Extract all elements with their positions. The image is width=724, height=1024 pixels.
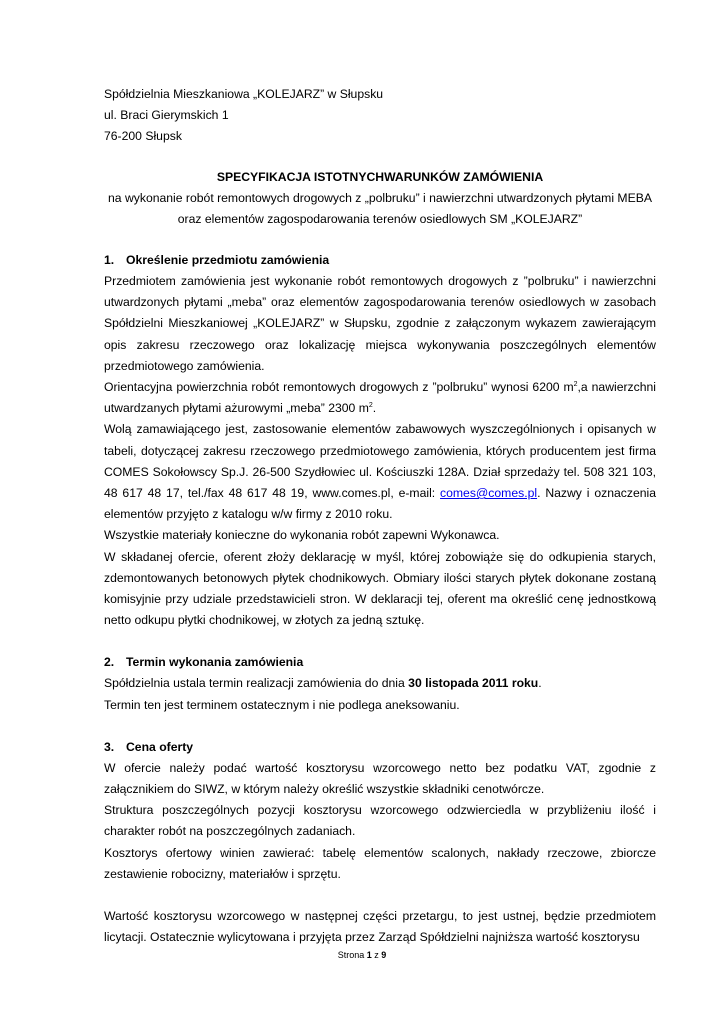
footer-total-pages: 9 [381, 950, 387, 960]
footer-separator: z [374, 950, 379, 960]
address-org: Spółdzielnia Mieszkaniowa „KOLEJARZ” w Słupsku [104, 87, 384, 101]
section-3-paragraph-4: Wartość kosztorysu wzorcowego w następnej części przetargu, to jest ustnej, będzie przedmiotem licytacji. Ostatecznie wylicytowana i przyjęta przez Zarząd Spółdzielni najniższa wartość kosztorysu [104, 909, 656, 945]
document-body [104, 84, 656, 948]
section-1-paragraph-5: W składanej ofercie, oferent złoży deklarację w myśl, której zobowiąże się do odkupienia starych, zdemontowanych betonowych płytek chodnikowych. Obmiary ilości starych płytek dokonane zostaną komisyjnie przy udziale przedstawicieli stron. W deklaracji tej, oferent ma określić cenę jednostkową netto odkupu płytki chodnikowej, w złotych za jedną sztukę. [104, 549, 656, 628]
section-1-paragraph-3: Wolą zamawiającego jest, zastosowanie elementów zabawowych wyszczególnionych i opisanych w tabeli, dotyczącej zakresu rzeczowego przedmiotowego zamówienia, których producentem jest firma COMES Sokołowscy Sp.J. 26-500 Szydłowiec ul. Kościuszki 128A. Dział sprzedaży tel. 508 321 103, 48 617 48 17, tel./fax 48 617 48 19, www.comes.pl, e-mail: comes@comes.pl. Nazwy i oznaczenia elementów przyjęto z katalogu w/w firmy z 2010 roku. [104, 422, 656, 522]
section-1-paragraph-4: Wszystkie materiały konieczne do wykonania robót zapewni Wykonawca. [104, 528, 500, 543]
section-1-number: 1. [104, 253, 115, 267]
section-1-heading [104, 250, 656, 271]
footer-page-number: 1 [366, 950, 372, 960]
title-block [104, 167, 656, 230]
section-3 [104, 737, 656, 949]
section-3-heading [104, 737, 656, 758]
section-2-paragraph-2: Termin ten jest terminem ostatecznym i nie podlega aneksowaniu. [104, 697, 460, 712]
section-3-paragraph-1: W ofercie należy podać wartość kosztorysu wzorcowego netto bez podatku VAT, zgodnie z załącznikiem do SIWZ, w którym należy określić wszystkie składniki cenotwórcze. [104, 760, 656, 797]
section-1-paragraph-1: Przedmiotem zamówienia jest wykonanie robót remontowych drogowych z ”polbruku” i nawierzchni utwardzonych płytami „meba” oraz elementów zagospodarowania terenów osiedlowych w zasobach Spółdzielni Mieszkaniowej „KOLEJARZ” w Słupsku, zgodnie z załączonym wykazem zawierającym opis zakresu rzeczowego oraz lokalizację miejsca wykonywania poszczególnych elementów przedmiotowego zamówienia. [104, 274, 656, 373]
email-link[interactable]: comes@comes.pl [440, 486, 538, 501]
page-footer [0, 950, 724, 960]
footer-prefix: Strona [337, 950, 365, 960]
document-subtitle-line2: oraz elementów zagospodarowania terenów osiedlowych SM „KOLEJARZ” [177, 212, 583, 226]
section-2 [104, 652, 656, 715]
document-title: SPECYFIKACJA ISTOTNYCHWARUNKÓW ZAMÓWIENIA [216, 170, 544, 184]
section-1-title: Określenie przedmiotu zamówienia [126, 253, 330, 267]
section-3-paragraph-2: Struktura poszczególnych pozycji kosztorysu wzorcowego odzwierciedla w przybliżeniu ilość i charakter robót na poszczególnych zadaniach. [104, 803, 656, 839]
section-3-paragraph-3: Kosztorys ofertowy winien zawierać: tabelę elementów scalonych, nakłady rzeczowe, zbiorcze zestawienie robocizny, materiałów i sprzętu. [104, 845, 656, 881]
document-subtitle-line1: na wykonanie robót remontowych drogowych z „polbruku” i nawierzchni utwardzonych płytami MEBA [108, 191, 652, 205]
section-3-number: 3. [104, 739, 115, 754]
address-street: ul. Braci Gierymskich 1 [104, 108, 229, 122]
address-block [104, 84, 656, 147]
section-3-title: Cena oferty [126, 739, 194, 754]
section-2-number: 2. [104, 655, 115, 670]
deadline-date: 30 listopada 2011 roku [408, 676, 539, 691]
section-2-heading [104, 652, 656, 673]
section-2-paragraph-1: Spółdzielnia ustala termin realizacji zamówienia do dnia 30 listopada 2011 roku. [104, 676, 542, 691]
section-1 [104, 250, 656, 631]
section-2-title: Termin wykonania zamówienia [126, 655, 304, 670]
address-city: 76-200 Słupsk [104, 129, 182, 143]
section-1-paragraph-2: Orientacyjna powierzchnia robót remontowych drogowych z ”polbruku” wynosi 6200 $m^2,a$ nawierzchni utwardzanych płytami ażurowymi „meba” 2300 $m^2$. [104, 380, 656, 416]
